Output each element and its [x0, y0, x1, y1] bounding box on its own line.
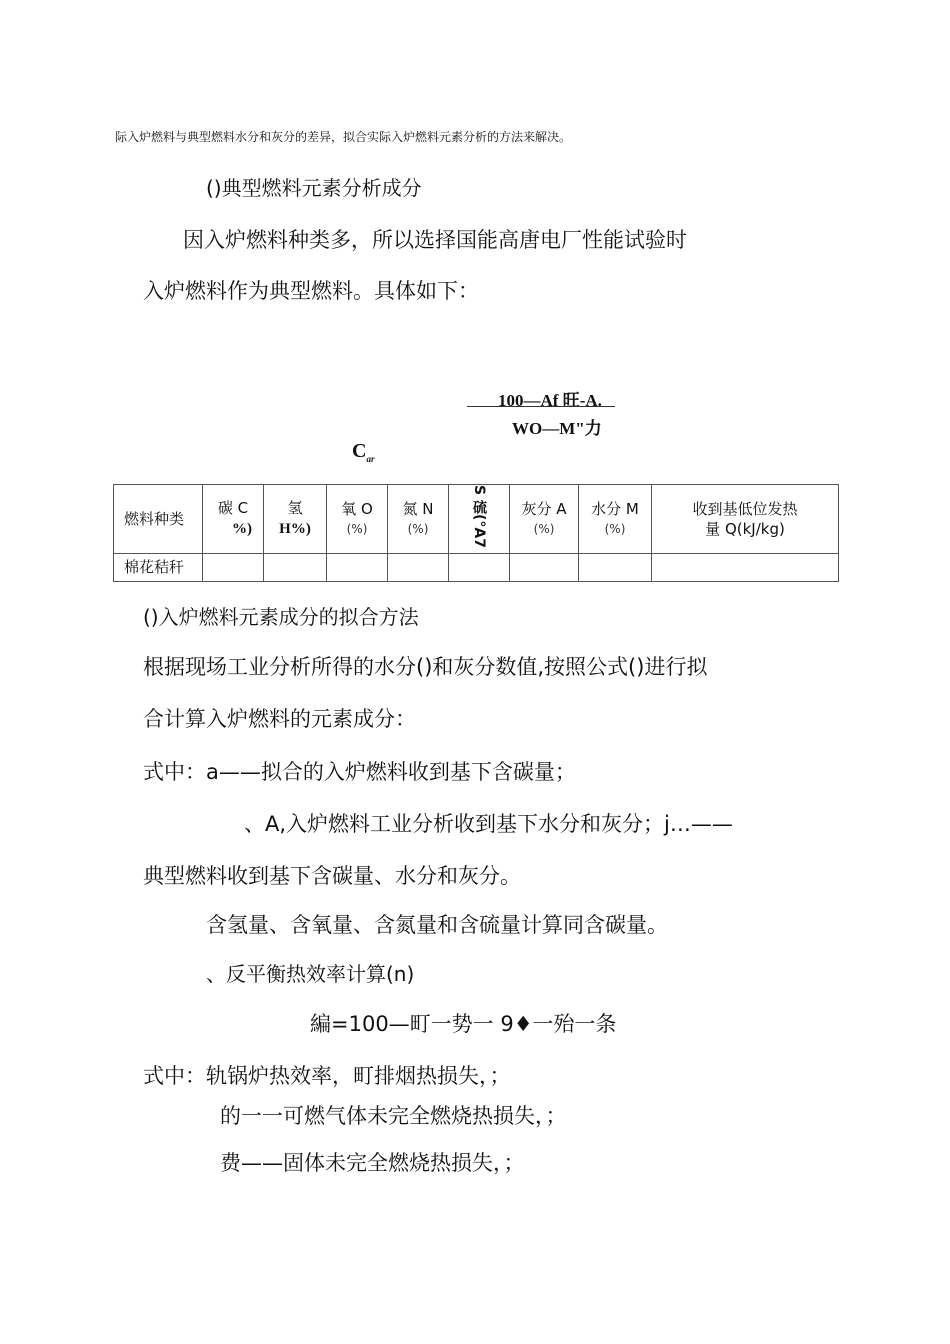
- table-cell: [652, 553, 839, 581]
- top-note: 际入炉燃料与典型燃料水分和灰分的差异，拟合实际入炉燃料元素分析的方法来解决。: [115, 130, 572, 144]
- table-cell: [388, 553, 449, 581]
- formula-numerator: 100—Af 旺-A.: [498, 391, 602, 410]
- header-oxygen: 氧 O (%): [327, 485, 388, 554]
- para-fit-line-2: 合计算入炉燃料的元素成分：: [143, 707, 416, 731]
- header-hydrogen: 氢 H%): [264, 485, 327, 554]
- para-eff-line-2: 的一一可燃气体未完全燃烧热损失，；: [220, 1104, 567, 1128]
- para-intro-line-1: 因入炉燃料种类多，所以选择国能高唐电厂性能试验时: [183, 228, 687, 252]
- header-sulfur: S 硫(°A7: [449, 485, 510, 554]
- heading-typical-fuel: ()典型燃料元素分析成分: [206, 176, 422, 200]
- para-fit-line-1: 根据现场工业分析所得的水分()和灰分数值,按照公式()进行拟: [143, 655, 708, 679]
- header-carbon: 碳 C %): [203, 485, 264, 554]
- table-cell: [449, 553, 510, 581]
- formula-fraction-line: [467, 406, 615, 407]
- formula-denominator-clip: [512, 414, 622, 438]
- table-cell: [203, 553, 264, 581]
- header-moisture: 水分 M (%): [579, 485, 652, 554]
- para-where-line-3: 典型燃料收到基下含碳量、水分和灰分。: [143, 864, 521, 888]
- table-cell: [510, 553, 579, 581]
- table-cell: [327, 553, 388, 581]
- table-cell: [264, 553, 327, 581]
- formula-efficiency: 編=100—町一势一 9♦一殆一条: [310, 1012, 617, 1036]
- heading-efficiency: 、反平衡热效率计算(n): [206, 962, 415, 986]
- formula-carbon-symbol: $C_{ar}$: [352, 440, 375, 464]
- para-intro-line-2: 入炉燃料作为典型燃料。具体如下：: [143, 279, 479, 303]
- para-where-line-4: 含氢量、含氧量、含氮量和含硫量计算同含碳量。: [206, 913, 668, 937]
- table-row: [114, 553, 839, 581]
- table-header-row: [114, 485, 839, 554]
- para-eff-line-1: 式中：轨锅炉热效率，町排烟热损失，；: [143, 1064, 511, 1088]
- header-ash: 灰分 A (%): [510, 485, 579, 554]
- formula-denominator: WO—M"力: [512, 419, 602, 438]
- para-where-line-1: 式中：a——拟合的入炉燃料收到基下含碳量；: [143, 760, 576, 784]
- header-fuel-type: 燃料种类: [114, 485, 203, 554]
- table-cell-fuel-name: 棉花秸秆: [114, 553, 203, 581]
- para-where-line-2: 、A,入炉燃料工业分析收到基下水分和灰分；j…——: [244, 812, 733, 836]
- heading-fitting-method: ()入炉燃料元素成分的拟合方法: [143, 605, 419, 629]
- header-heating-value: 收到基低位发热 量 Q(kJ/kg): [652, 485, 839, 554]
- para-eff-line-3: 费——固体未完全燃烧热损失，；: [220, 1151, 525, 1175]
- header-nitrogen: 氮 N (%): [388, 485, 449, 554]
- fuel-composition-table: [113, 484, 839, 582]
- table-cell: [579, 553, 652, 581]
